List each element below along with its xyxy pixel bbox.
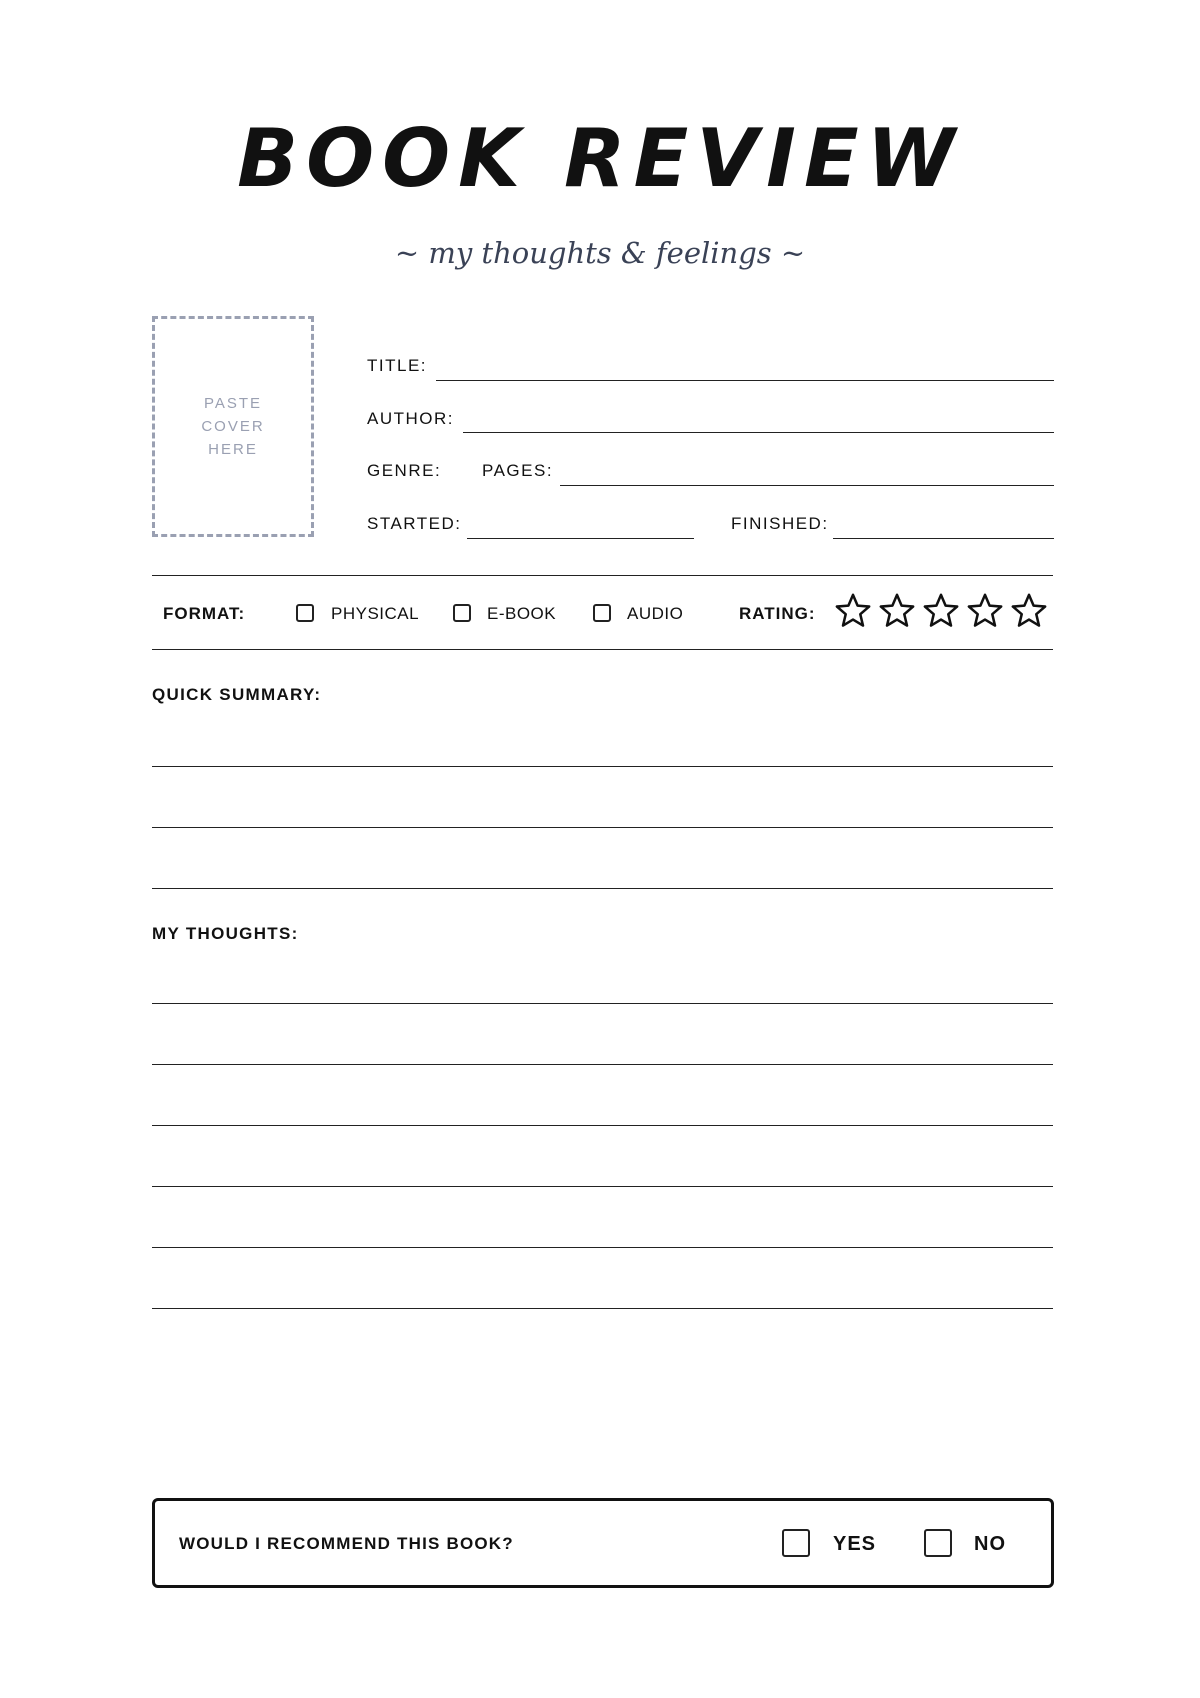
physical-option-label: PHYSICAL xyxy=(331,604,420,623)
cover-placeholder[interactable] xyxy=(152,316,314,537)
recommend-question: WOULD I RECOMMEND THIS BOOK? xyxy=(179,1534,514,1553)
title-label: TITLE: xyxy=(367,356,428,375)
recommend-box xyxy=(152,1498,1054,1588)
thoughts-line[interactable] xyxy=(152,1003,1053,1004)
divider-bottom xyxy=(152,649,1053,650)
finished-field[interactable] xyxy=(833,538,1054,539)
page-title: BOOK REVIEW xyxy=(237,112,963,205)
cover-placeholder-text: PASTE COVER HERE xyxy=(201,395,265,458)
audio-option-label: AUDIO xyxy=(627,604,684,623)
thoughts-line[interactable] xyxy=(152,1247,1053,1248)
yes-label: YES xyxy=(833,1533,877,1555)
my-thoughts-label: MY THOUGHTS: xyxy=(152,924,299,943)
author-label: AUTHOR: xyxy=(367,409,454,428)
yes-checkbox[interactable] xyxy=(782,1529,810,1557)
star-icon[interactable] xyxy=(922,592,960,630)
no-checkbox[interactable] xyxy=(924,1529,952,1557)
thoughts-line[interactable] xyxy=(152,1064,1053,1065)
rating-label: RATING: xyxy=(739,604,816,623)
genre-pages-field[interactable] xyxy=(560,485,1054,486)
summary-line[interactable] xyxy=(152,888,1053,889)
thoughts-line[interactable] xyxy=(152,1186,1053,1187)
thoughts-line[interactable] xyxy=(152,1308,1053,1309)
star-icon[interactable] xyxy=(966,592,1004,630)
pages-label: PAGES: xyxy=(482,461,554,480)
star-icon[interactable] xyxy=(1010,592,1048,630)
thoughts-line[interactable] xyxy=(152,1125,1053,1126)
title-field[interactable] xyxy=(436,380,1054,381)
star-rating[interactable] xyxy=(834,592,1048,630)
summary-line[interactable] xyxy=(152,827,1053,828)
audio-checkbox[interactable] xyxy=(593,604,611,622)
star-icon[interactable] xyxy=(834,592,872,630)
genre-label: GENRE: xyxy=(367,461,442,480)
started-label: STARTED: xyxy=(367,514,462,533)
page-subtitle: ~ my thoughts & feelings ~ xyxy=(394,236,806,270)
quick-summary-label: QUICK SUMMARY: xyxy=(152,685,322,704)
summary-line[interactable] xyxy=(152,766,1053,767)
format-label: FORMAT: xyxy=(163,604,246,623)
ebook-checkbox[interactable] xyxy=(453,604,471,622)
divider-top xyxy=(152,575,1053,576)
author-field[interactable] xyxy=(463,432,1054,433)
star-icon[interactable] xyxy=(878,592,916,630)
no-label: NO xyxy=(974,1533,1006,1555)
physical-checkbox[interactable] xyxy=(296,604,314,622)
started-field[interactable] xyxy=(467,538,694,539)
ebook-option-label: E-BOOK xyxy=(487,604,557,623)
finished-label: FINISHED: xyxy=(731,514,829,533)
